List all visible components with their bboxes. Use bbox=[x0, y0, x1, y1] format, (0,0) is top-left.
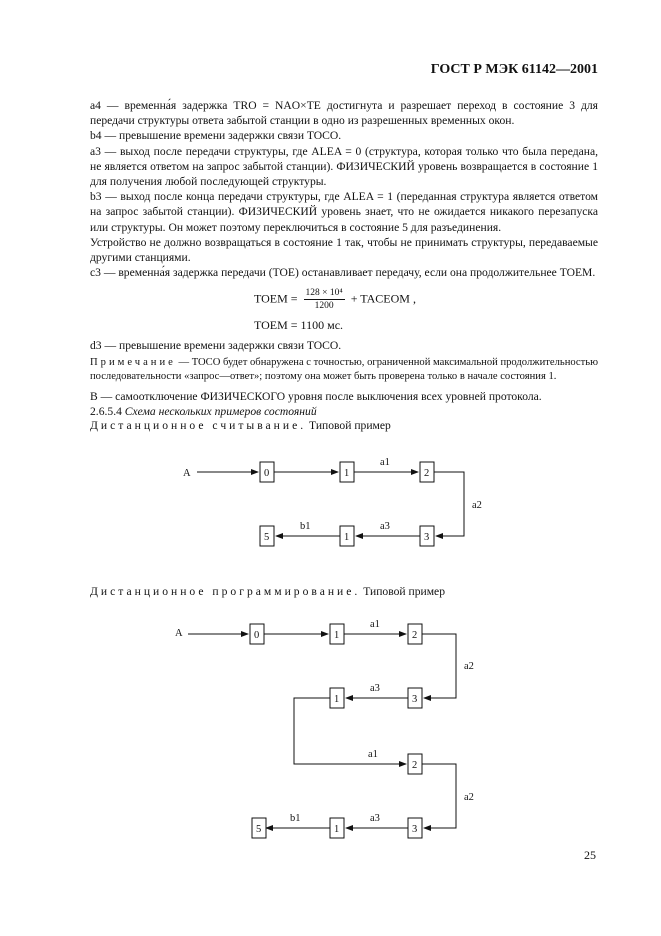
d1-label-b1: b1 bbox=[300, 521, 311, 532]
d2-state-0-label: 0 bbox=[254, 630, 260, 641]
d2-label-a2: a2 bbox=[464, 661, 474, 672]
d1-label-a2: a2 bbox=[472, 500, 482, 511]
d2-state-1b-label: 1 bbox=[334, 694, 340, 705]
d2-label-b1: b1 bbox=[290, 813, 301, 824]
diagram1-title-spaced: Дистанционное считывание. bbox=[90, 419, 307, 432]
diagram2 bbox=[175, 619, 474, 838]
paragraph-a4: a4 — временна́я задержка TRO = NAO×TE достигнута и разрешает переход в состояние 3 для передачи структуры ответа забытой станции в одно из разрешенных временных окон. bbox=[90, 99, 598, 128]
d2-state-2b-label: 2 bbox=[412, 760, 418, 771]
paragraph-b3: b3 — выход после конца передачи структуры, где ALEA = 1 (переданная структура является ответом на запрос забытой станции). ФИЗИЧЕСКИЙ уровень знает, что не ожидается никакого перезапуска или структуры. Он может поэтому переключиться в состояние 5 для разъединения. bbox=[90, 190, 598, 234]
b-paragraph: B — самоотключение ФИЗИЧЕСКОГО уровня после выключения всех уровней протокола. bbox=[90, 390, 542, 403]
paragraph-device: Устройство не должно возвращаться в состояние 1 так, чтобы не принимать структуры, передаваемые другими станциями. bbox=[90, 235, 598, 265]
d1-state-3-label: 3 bbox=[424, 532, 430, 543]
note-text: — TOCO будет обнаружена с точностью, ограниченной максимальной продолжительностью последовательности «запрос—ответ»; поэтому она может быть проверена только в начале состояния 1. bbox=[90, 357, 598, 382]
d2-state-1c-label: 1 bbox=[334, 824, 340, 835]
d3-text: d3 — превышение времени задержки связи TOCO. bbox=[90, 339, 342, 352]
formula-rhs: + TACEOM , bbox=[350, 291, 416, 306]
formula-denominator: 1200 bbox=[314, 301, 334, 311]
d2-arrow-1-2b bbox=[294, 698, 406, 764]
section-number: 2.6.5.4 bbox=[90, 405, 122, 418]
diagram1 bbox=[183, 457, 482, 546]
d1-state-2-label: 2 bbox=[424, 468, 430, 479]
d2-state-1-label: 1 bbox=[334, 630, 340, 641]
d2-label-a1b: a1 bbox=[368, 749, 378, 760]
diagram2-title-spaced: Дистанционное программирование. bbox=[90, 585, 361, 598]
d2-state-5-label: 5 bbox=[256, 824, 262, 835]
d2-label-a1: a1 bbox=[370, 619, 380, 630]
section-title: Схема нескольких примеров состояний bbox=[124, 405, 317, 418]
d2-arrow-2-3 bbox=[422, 634, 456, 698]
d1-state-1-label: 1 bbox=[344, 468, 350, 479]
d2-state-3b-label: 3 bbox=[412, 824, 418, 835]
paragraph-a3: a3 — выход после передачи структуры, где ALEA = 0 (структура, которая только что была передана, не является ответом на запрос забытой станции). ФИЗИЧЕСКИЙ уровень возвращается в состояние 1 для получения любой последующей структуры. bbox=[90, 144, 598, 189]
formula-toem-value: TOEM = 1100 мс. bbox=[254, 318, 344, 332]
formula-numerator: 128 × 10⁴ bbox=[305, 288, 343, 298]
d1-input-label: A bbox=[183, 468, 191, 479]
d2-label-a3b: a3 bbox=[370, 813, 380, 824]
diagram2-title-rest: Типовой пример bbox=[360, 585, 445, 598]
paragraph-b4: b4 — превышение времени задержки связи TOCO. bbox=[90, 129, 342, 143]
d2-input-label: A bbox=[175, 628, 183, 639]
page-number: 25 bbox=[584, 848, 596, 862]
paragraph-c3: c3 — временна́я задержка передачи (TOE) останавливает передачу, если она продолжительнее TOEM. bbox=[90, 266, 596, 280]
d1-label-a1: a1 bbox=[380, 457, 390, 468]
d2-label-a3: a3 bbox=[370, 683, 380, 694]
d1-state-1b-label: 1 bbox=[344, 532, 350, 543]
diagram1-title-rest: Типовой пример bbox=[306, 419, 391, 432]
d2-arrow-2b-3b bbox=[422, 764, 456, 828]
formula-lhs: TOEM = bbox=[254, 291, 298, 306]
d2-state-3-label: 3 bbox=[412, 694, 418, 705]
d1-state-0-label: 0 bbox=[264, 468, 270, 479]
d2-label-a2b: a2 bbox=[464, 792, 474, 803]
document-header: ГОСТ Р МЭК 61142—2001 bbox=[430, 62, 598, 77]
d1-label-a3: a3 bbox=[380, 521, 390, 532]
d2-state-2-label: 2 bbox=[412, 630, 418, 641]
d1-state-5-label: 5 bbox=[264, 532, 270, 543]
note-label: Примечание bbox=[90, 357, 176, 368]
d1-arrow-2-3 bbox=[434, 472, 464, 536]
